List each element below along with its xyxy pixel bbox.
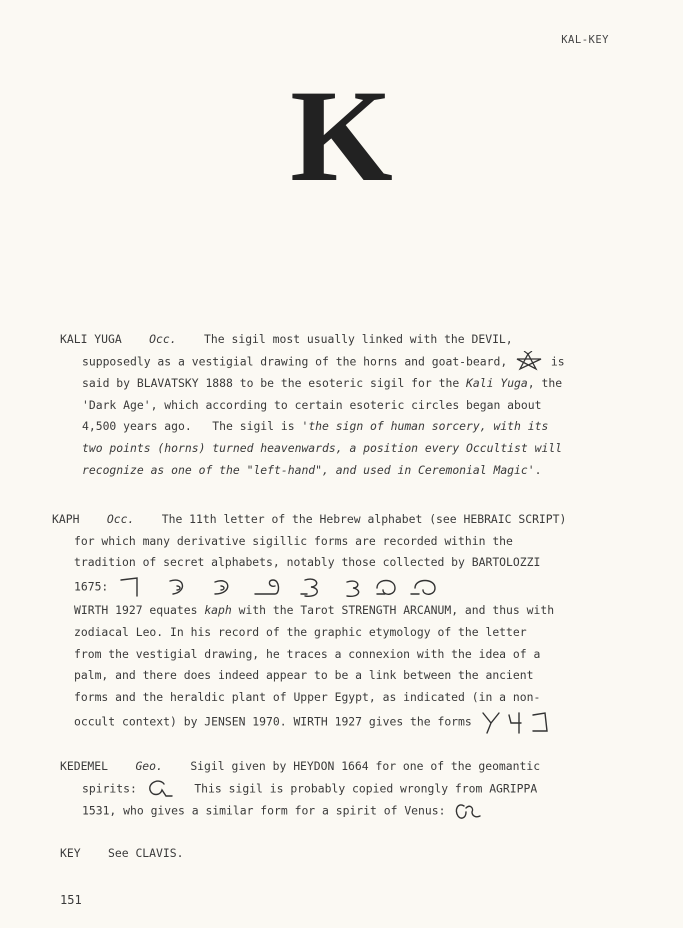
pentagram-sigil-icon — [514, 351, 544, 373]
entry-key: KEY See CLAVIS. — [60, 846, 184, 860]
page-number: 151 — [60, 893, 82, 907]
entry-kali-yuga: KALI YUGA Occ. The sigil most usually linked with the DEVIL, supposedly as a vestigial drawing of the horns and goat-beard, is said by BLAVATSKY 1888 to be the esoteric sigil for the Kali Yuga, the 'Dark Age', which according to certain esoteric circles began about 4,500 years ago. The sigil is 'the sign of human sorcery, with its two points (horns) turned heavenwards, a position every Occultist will recognize as one of the "left-hand", and used in Ceremonial Magic'. — [60, 332, 565, 477]
kedemel-sigil-icon — [144, 778, 174, 800]
category-label: Occ. — [106, 512, 135, 526]
headword: KEY — [60, 846, 81, 860]
section-letter: K — [290, 62, 393, 209]
headword: KAPH — [52, 512, 80, 526]
headword: KALI YUGA — [60, 332, 122, 346]
entry-kedemel: KEDEMEL Geo. Sigil given by HEYDON 1664 for one of the geomantic spirits: This sigil is probably copied wrongly from AGRIPPA 1531, who gives a similar form for a spirit of Venus: — [60, 756, 540, 822]
headword: KEDEMEL — [60, 759, 109, 773]
entry-kaph: KAPH Occ. The 11th letter of the Hebrew alphabet (see HEBRAIC SCRIPT) for which many derivative sigillic forms are recorded within the tradition of secret alphabets, notably those collected by BARTOLOZZI 1675: WIRTH 1927 equates kaph with the Tarot STRENGTH ARCANUM, and thus with zodiacal Leo. In his record of the graphic etymology of the letter from the vestigial drawing, he traces a connexion with the idea of a palm, and there does indeed appear to be a link between the ancient forms and the heraldic plant of Upper Egypt, as indicated (in a non- occult context) by JENSEN 1970. WIRTH 1927 gives the forms — [52, 509, 566, 735]
category-label: Geo. — [135, 759, 163, 773]
kaph-sigil-forms-icon — [115, 574, 455, 600]
category-label: Occ. — [149, 332, 177, 346]
wirth-kaph-forms-icon — [479, 709, 557, 735]
running-head: KAL-KEY — [561, 34, 609, 46]
venus-spirit-sigil-icon — [452, 800, 482, 822]
